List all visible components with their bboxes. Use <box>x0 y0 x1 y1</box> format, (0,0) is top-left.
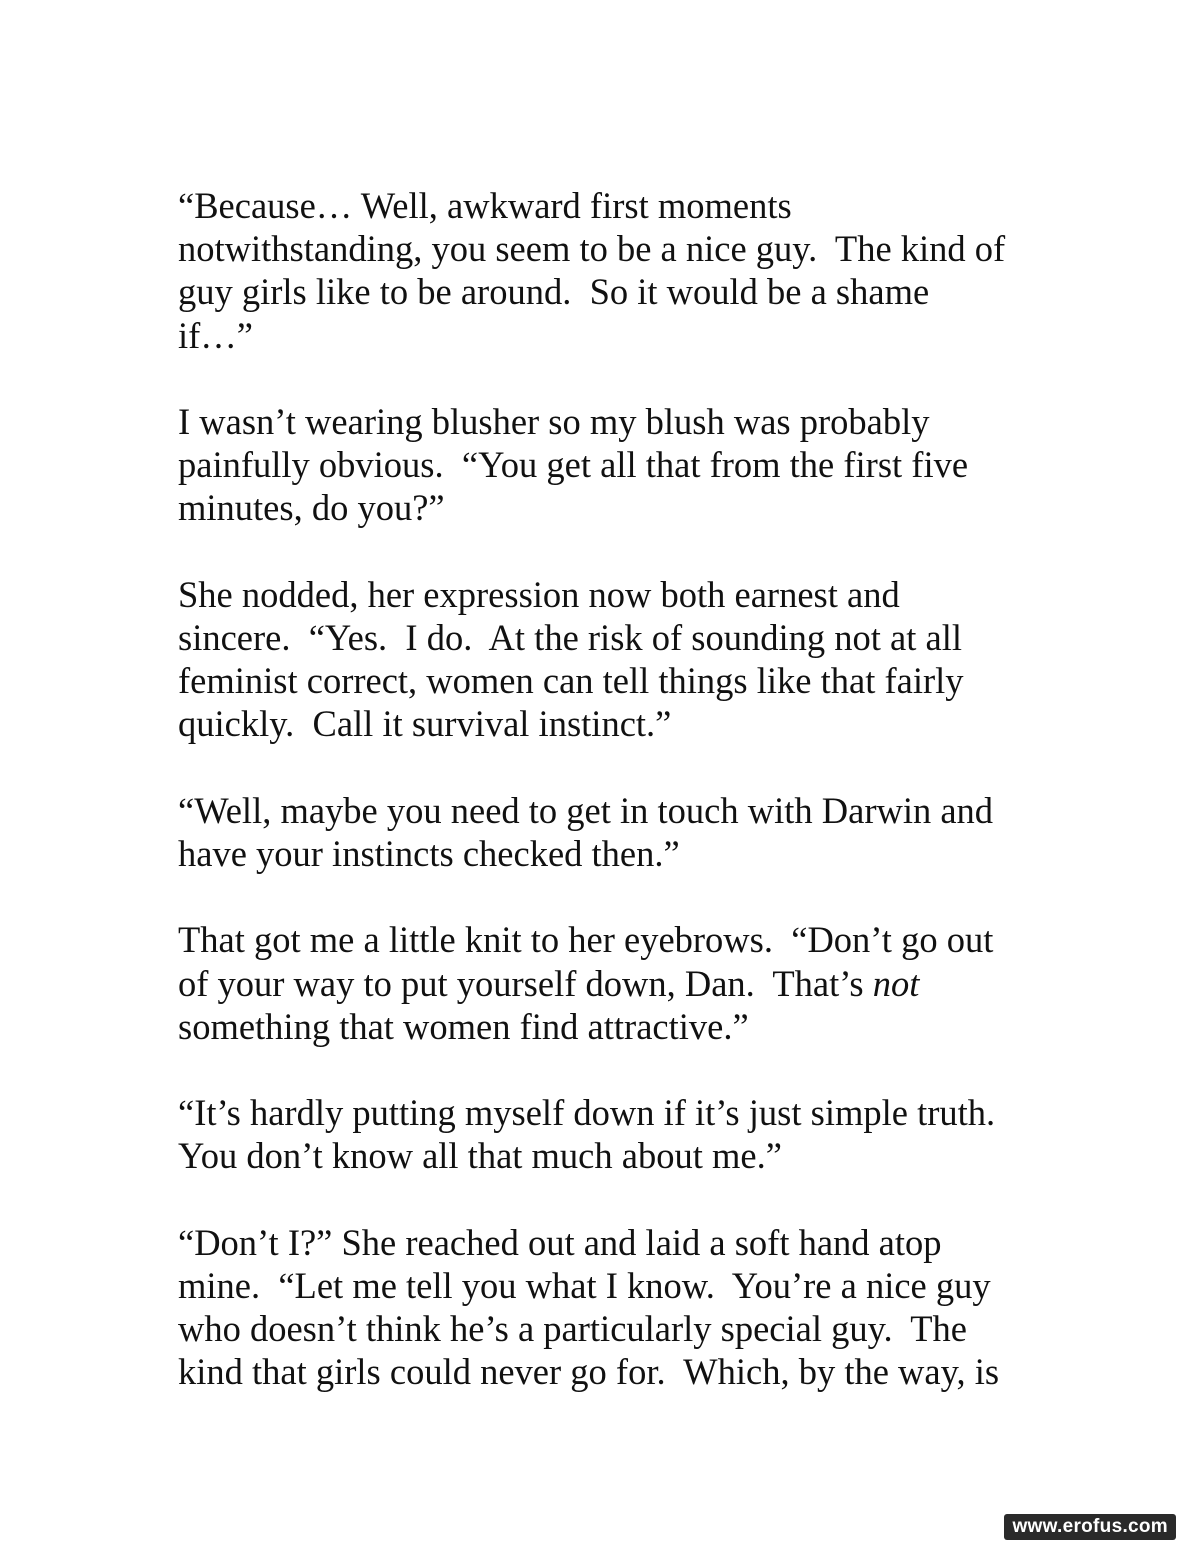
text-line: I wasn’t wearing blusher so my blush was probably <box>178 401 930 442</box>
paragraph-3 <box>178 573 1058 746</box>
text-line: notwithstanding, you seem to be a nice guy. The kind of <box>178 228 1006 270</box>
text-line: feminist correct, women can tell things like that fairly <box>178 660 964 702</box>
paragraph-7 <box>178 1221 1058 1394</box>
text-line: “Don’t I?” She reached out and laid a soft hand atop <box>178 1221 942 1263</box>
paragraph-6 <box>178 1091 1058 1177</box>
text-line: “It’s hardly putting myself down if it’s just simple truth. <box>178 1092 996 1134</box>
text-line: “Well, maybe you need to get in touch with Darwin and <box>178 789 994 831</box>
watermark-link[interactable]: www.erofus.com <box>1004 1514 1176 1540</box>
text-line-with-emphasis <box>178 962 1058 1005</box>
text-line: painfully obvious. “You get all that from the first five <box>178 444 969 486</box>
text-line: That got me a little knit to her eyebrows. “Don’t go out <box>178 919 994 961</box>
paragraph-1 <box>178 184 1058 357</box>
text-line: You don’t know all that much about me.” <box>178 1135 782 1177</box>
paragraph-2 <box>178 400 1058 530</box>
text-line: She nodded, her expression now both earnest and <box>178 573 900 615</box>
paragraph-4 <box>178 789 1058 875</box>
text-line: mine. “Let me tell you what I know. You’re a nice guy <box>178 1264 991 1306</box>
text-line: quickly. Call it survival instinct.” <box>178 703 672 745</box>
text-line: “Because… Well, awkward first moments <box>178 185 792 226</box>
text-line: something that women find attractive.” <box>178 1005 749 1047</box>
text-line: kind that girls could never go for. Which, by the way, is <box>178 1351 1000 1393</box>
emphasis-word: not <box>872 962 920 1004</box>
text-line: minutes, do you?” <box>178 487 445 529</box>
paragraph-5 <box>178 918 1058 1048</box>
body-text <box>178 184 1058 1437</box>
text-line: have your instincts checked then.” <box>178 833 680 874</box>
text-segment: of your way to put yourself down, Dan. That’s <box>178 962 873 1004</box>
text-line: if…” <box>178 314 253 356</box>
text-line: who doesn’t think he’s a particularly special guy. The <box>178 1308 967 1350</box>
text-line: guy girls like to be around. So it would be a shame <box>178 271 930 313</box>
text-line: sincere. “Yes. I do. At the risk of sounding not at all <box>178 617 962 658</box>
